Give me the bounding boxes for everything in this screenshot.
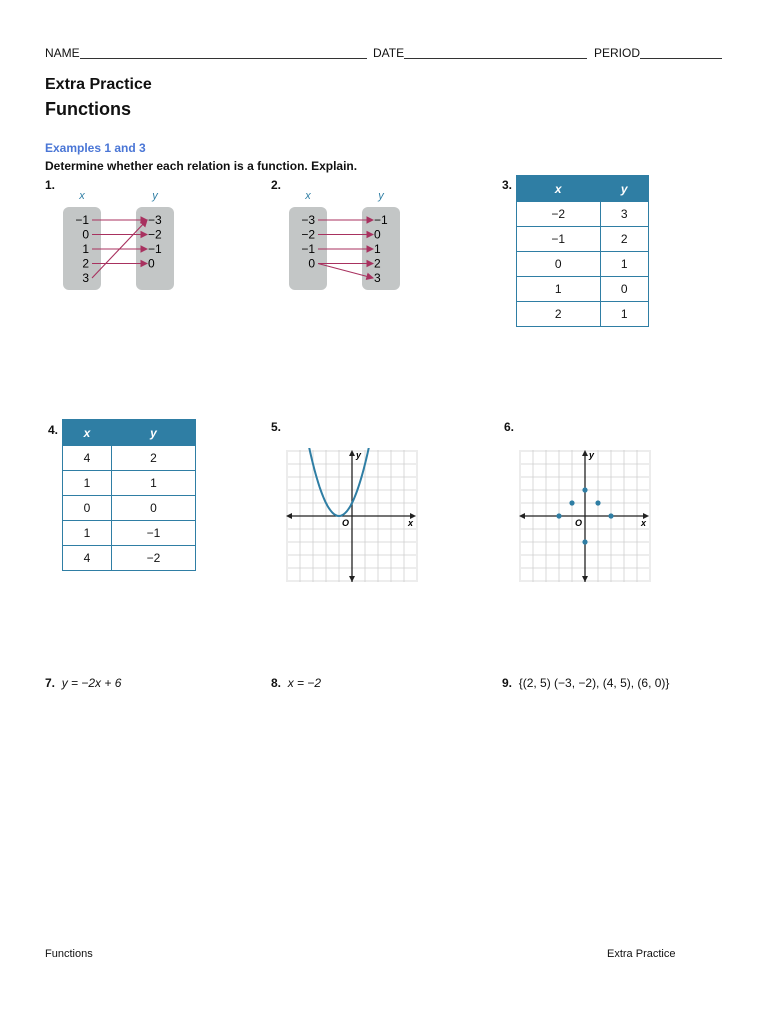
- table-row: [517, 252, 649, 277]
- data-point: [582, 539, 587, 544]
- domain-value: 1: [82, 242, 89, 256]
- problem-7: [45, 676, 121, 690]
- table-cell: 4: [63, 446, 112, 471]
- problem-number-4: 4.: [48, 423, 59, 437]
- problem-number-8: 8.: [271, 676, 282, 690]
- table-row: [517, 202, 649, 227]
- problem-number-6: 6.: [504, 420, 515, 434]
- equation-8: x = −2: [287, 676, 322, 690]
- table-cell: −2: [517, 202, 601, 227]
- problem-number-9: 9.: [502, 676, 513, 690]
- x-axis-label: x: [305, 190, 311, 202]
- date-field[interactable]: [404, 58, 587, 59]
- range-value: 2: [374, 256, 381, 271]
- period-field[interactable]: [640, 58, 722, 59]
- domain-value: 0: [308, 256, 315, 271]
- table-cell: 1: [600, 252, 648, 277]
- mapping-diagram-2: [281, 186, 411, 296]
- domain-value: 2: [82, 256, 89, 271]
- table-cell: 4: [63, 546, 112, 571]
- range-value: 3: [374, 271, 381, 285]
- page-title: Functions: [45, 99, 131, 119]
- y-axis-label: y: [356, 450, 362, 460]
- problem-9: [502, 676, 669, 690]
- table-problem-4: [62, 419, 196, 571]
- table-cell: 0: [111, 496, 195, 521]
- column-header-x: x: [517, 176, 601, 202]
- table-row: [63, 521, 196, 546]
- problem-8: [271, 676, 321, 690]
- table-cell: 0: [517, 252, 601, 277]
- y-axis-label: y: [152, 190, 158, 202]
- subtitle-extra-practice: Extra Practice: [45, 76, 152, 93]
- range-value: −2: [148, 227, 162, 242]
- table-cell: 2: [111, 446, 195, 471]
- table-row: [517, 277, 649, 302]
- table-cell: 1: [63, 521, 112, 546]
- problem-number-2: 2.: [271, 178, 282, 192]
- table-row: [63, 496, 196, 521]
- mapping-diagram-1: [55, 186, 185, 296]
- name-label: NAME: [45, 46, 80, 60]
- table-cell: −1: [111, 521, 195, 546]
- table-cell: 0: [600, 277, 648, 302]
- data-point: [608, 513, 613, 518]
- domain-value: −2: [301, 227, 315, 242]
- table-cell: 2: [600, 227, 648, 252]
- y-axis-label: y: [589, 450, 595, 460]
- y-axis-label: y: [378, 190, 384, 202]
- problem-number-7: 7.: [45, 676, 56, 690]
- domain-value: 0: [82, 227, 89, 242]
- footer-left: Functions: [45, 948, 93, 960]
- origin-label: O: [575, 518, 583, 528]
- table-cell: 1: [600, 302, 648, 327]
- range-value: 1: [374, 242, 381, 256]
- equation-7: y = −2x + 6: [61, 676, 122, 690]
- range-value: 0: [148, 256, 155, 271]
- problem-number-3: 3.: [502, 178, 513, 192]
- table-row: [517, 302, 649, 327]
- column-header-x: x: [63, 420, 112, 446]
- graph-problem-5: [286, 448, 418, 584]
- x-axis-label: x: [79, 190, 85, 202]
- table-cell: 1: [63, 471, 112, 496]
- table-problem-3: [516, 175, 649, 327]
- table-row: [63, 446, 196, 471]
- range-value: −1: [374, 213, 388, 227]
- date-label: DATE: [373, 46, 405, 60]
- graph-problem-6: [519, 448, 651, 584]
- name-field[interactable]: [80, 58, 367, 59]
- range-value: −1: [148, 242, 162, 256]
- domain-value: 3: [82, 271, 89, 285]
- table-cell: 2: [517, 302, 601, 327]
- instructions: Determine whether each relation is a function. Explain.: [45, 159, 358, 173]
- period-label: PERIOD: [594, 46, 641, 60]
- column-header-y: y: [600, 176, 648, 202]
- relation-set-9: {(2, 5) (−3, −2), (4, 5), (6, 0)}: [518, 676, 670, 690]
- table-cell: 3: [600, 202, 648, 227]
- domain-value: −1: [301, 242, 315, 256]
- examples-label: Examples 1 and 3: [45, 141, 146, 155]
- problem-number-5: 5.: [271, 420, 282, 434]
- table-cell: −2: [111, 546, 195, 571]
- x-axis-label: x: [641, 518, 647, 528]
- table-cell: 1: [111, 471, 195, 496]
- origin-label: O: [342, 518, 350, 528]
- table-cell: 0: [63, 496, 112, 521]
- data-point: [595, 500, 600, 505]
- table-row: [63, 546, 196, 571]
- table-cell: 1: [517, 277, 601, 302]
- table-row: [517, 227, 649, 252]
- data-point: [582, 487, 587, 492]
- footer-right: Extra Practice: [607, 948, 676, 960]
- range-value: −3: [148, 213, 162, 227]
- table-row: [63, 471, 196, 496]
- column-header-y: y: [111, 420, 195, 446]
- domain-value: −3: [301, 213, 315, 227]
- data-point: [556, 513, 561, 518]
- range-value: 0: [374, 227, 381, 242]
- domain-value: −1: [75, 213, 89, 227]
- problem-number-1: 1.: [45, 178, 56, 192]
- x-axis-label: x: [408, 518, 414, 528]
- table-cell: −1: [517, 227, 601, 252]
- data-point: [569, 500, 574, 505]
